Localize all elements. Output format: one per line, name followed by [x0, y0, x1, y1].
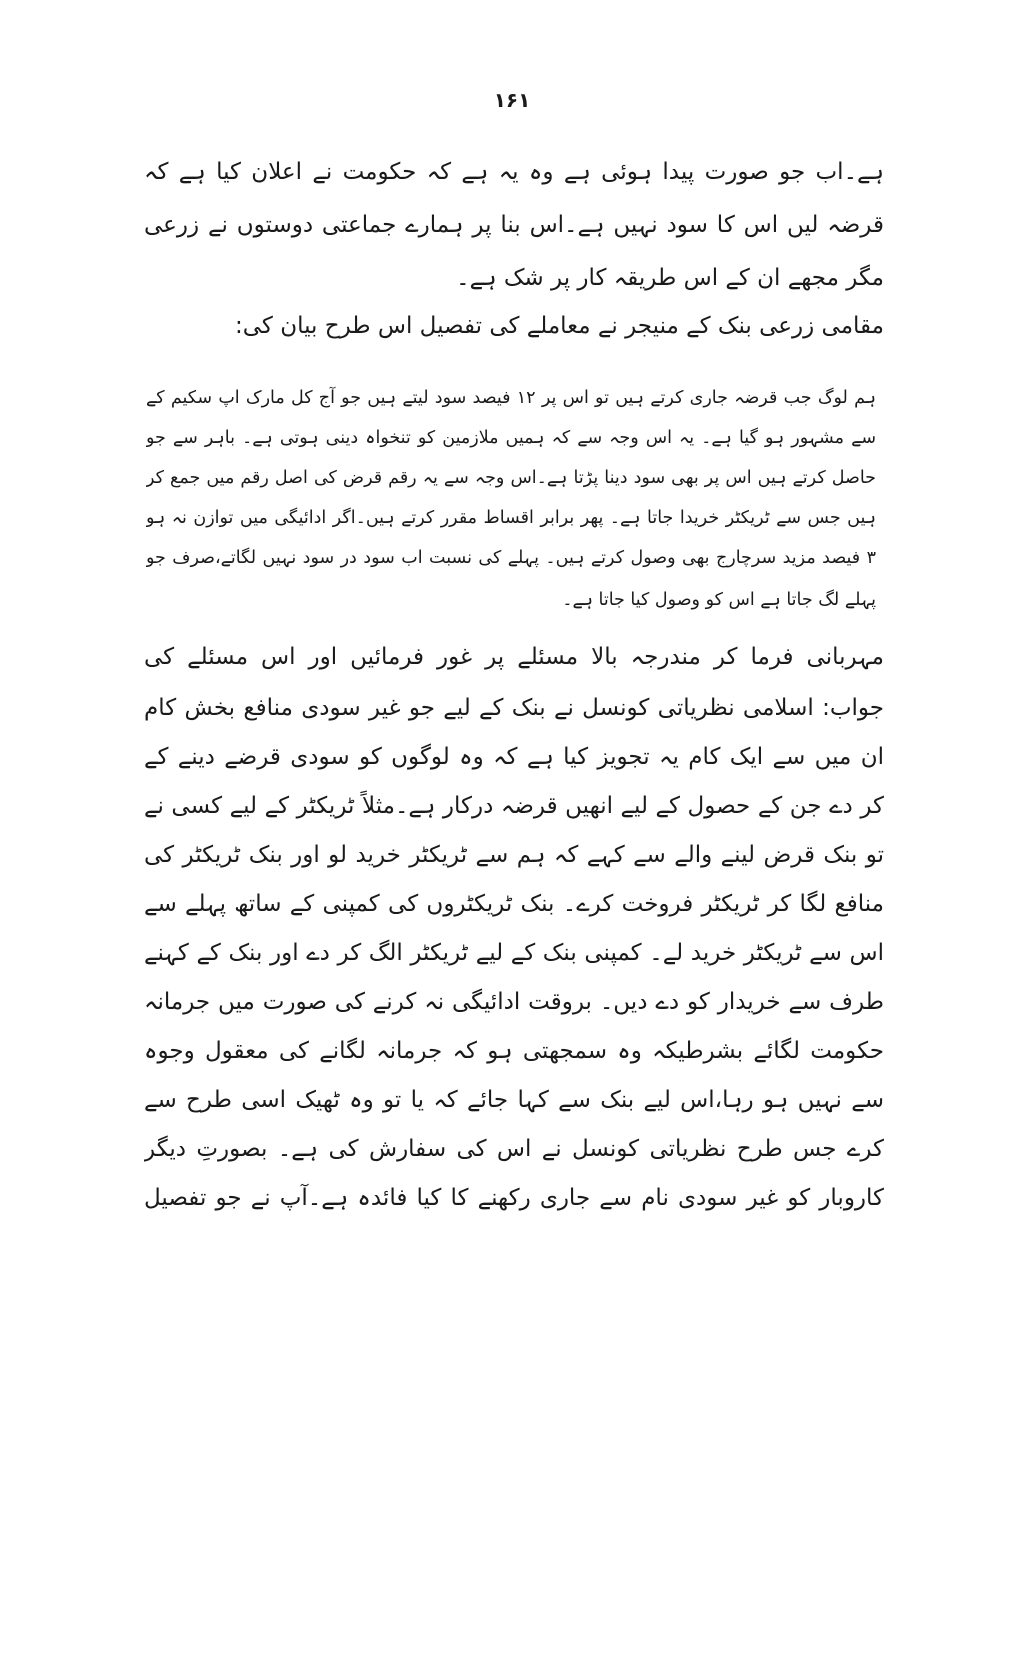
answer-line: اس سے ٹریکٹر خرید لے۔ کمپنی بنک کے لیے ٹریکٹر الگ کر دے اور بنک کے کہنے: [144, 940, 884, 966]
question-line: مگر مجھے ان کے اس طریقہ کار پر شک ہے۔: [456, 265, 884, 291]
answer-line: جواب: اسلامی نظریاتی کونسل نے بنک کے لیے جو غیر سودی منافع بخش کام: [144, 695, 884, 721]
question-line: قرضہ لیں اس کا سود نہیں ہے۔اس بنا پر ہمارے جماعتی دوستوں نے زرعی: [144, 212, 884, 238]
answer-line: طرف سے خریدار کو دے دیں۔ بروقت ادائیگی نہ کرنے کی صورت میں جرمانہ: [144, 989, 884, 1015]
page-number: ۱۶۱: [493, 88, 531, 112]
quote-line: حاصل کرتے ہیں اس پر بھی سود دینا پڑتا ہے۔اس وجہ سے یہ رقم قرض کی اصل رقم میں جمع کر: [146, 468, 876, 488]
answer-line: کر دے جن کے حصول کے لیے انھیں قرضہ درکار ہے۔مثلاً ٹریکٹر کے لیے کسی نے: [144, 793, 884, 819]
answer-line: تو بنک قرض لینے والے سے کہے کہ ہم سے ٹریکٹر خرید لو اور بنک ٹریکٹر کی: [144, 842, 884, 868]
answer-line: کاروبار کو غیر سودی نام سے جاری رکھنے کا کیا فائدہ ہے۔آپ نے جو تفصیل: [144, 1185, 884, 1211]
quote-line: ہیں جس سے ٹریکٹر خریدا جاتا ہے۔ پھر برابر اقساط مقرر کرتے ہیں۔اگر ادائیگی میں توازن نہ ہو: [146, 508, 876, 528]
answer-line: منافع لگا کر ٹریکٹر فروخت کرے۔ بنک ٹریکٹروں کی کمپنی کے ساتھ پہلے سے: [144, 891, 884, 917]
quote-line: ۳ فیصد مزید سرچارج بھی وصول کرتے ہیں۔ پہلے کی نسبت اب سود در سود نہیں لگاتے،صرف جو: [146, 548, 876, 568]
answer-line: سے نہیں ہو رہا،اس لیے بنک سے کہا جائے کہ یا تو وہ ٹھیک اسی طرح سے: [144, 1087, 884, 1113]
quote-line: پہلے لگ جاتا ہے اس کو وصول کیا جاتا ہے۔: [562, 590, 876, 610]
request-line: مہربانی فرما کر مندرجہ بالا مسئلے پر غور فرمائیں اور اس مسئلے کی: [144, 644, 884, 670]
question-line: مقامی زرعی بنک کے منیجر نے معاملے کی تفصیل اس طرح بیان کی:: [235, 313, 884, 339]
answer-line: حکومت لگائے بشرطیکہ وہ سمجھتی ہو کہ جرمانہ لگانے کی معقول وجوہ: [144, 1038, 884, 1064]
answer-line: کرے جس طرح نظریاتی کونسل نے اس کی سفارش کی ہے۔ بصورتِ دیگر: [144, 1136, 884, 1162]
quote-line: سے مشہور ہو گیا ہے۔ یہ اس وجہ سے کہ ہمیں ملازمین کو تنخواہ دینی ہوتی ہے۔ باہر سے جو: [146, 428, 876, 448]
question-line: ہے۔اب جو صورت پیدا ہوئی ہے وہ یہ ہے کہ حکومت نے اعلان کیا ہے کہ: [144, 159, 884, 185]
quote-line: ہم لوگ جب قرضہ جاری کرتے ہیں تو اس پر ۱۲ فیصد سود لیتے ہیں جو آج کل مارک اپ سکیم کے: [146, 388, 876, 408]
answer-line: ان میں سے ایک کام یہ تجویز کیا ہے کہ وہ لوگوں کو سودی قرضے دینے کے: [144, 744, 884, 770]
